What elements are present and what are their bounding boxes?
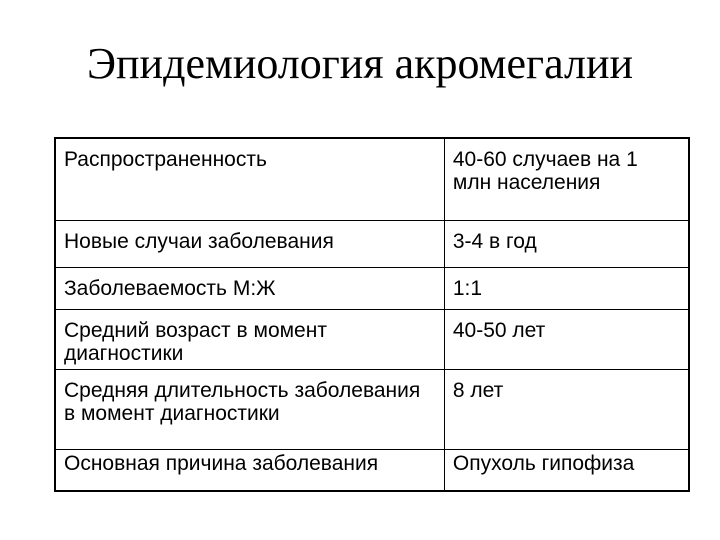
row-label-new-cases: Новые случаи заболевания bbox=[55, 220, 444, 267]
row-label-age-at-diagnosis: Средний возраст в момент диагностики bbox=[55, 309, 444, 369]
table-row bbox=[55, 267, 689, 309]
row-value-new-cases: 3-4 в год bbox=[444, 220, 689, 267]
row-value-main-cause: Опухоль гипофиза bbox=[444, 449, 689, 491]
row-label-duration-at-diagnosis: Средняя длительность заболевания в момент диагностики bbox=[55, 369, 444, 449]
table-row bbox=[55, 449, 689, 491]
row-value-duration-at-diagnosis: 8 лет bbox=[444, 369, 689, 449]
table-row bbox=[55, 138, 689, 220]
table-row bbox=[55, 309, 689, 369]
epidemiology-table bbox=[54, 137, 690, 492]
row-value-prevalence: 40-60 случаев на 1 млн населения bbox=[444, 138, 689, 220]
table-row bbox=[55, 369, 689, 449]
slide-title: Эпидемиология акромегалии bbox=[86, 39, 634, 88]
row-value-age-at-diagnosis: 40-50 лет bbox=[444, 309, 689, 369]
row-label-prevalence: Распространенность bbox=[55, 138, 444, 220]
row-label-main-cause: Основная причина заболевания bbox=[55, 449, 444, 491]
row-label-sex-ratio: Заболеваемость М:Ж bbox=[55, 267, 444, 309]
table-row bbox=[55, 220, 689, 267]
row-value-sex-ratio: 1:1 bbox=[444, 267, 689, 309]
